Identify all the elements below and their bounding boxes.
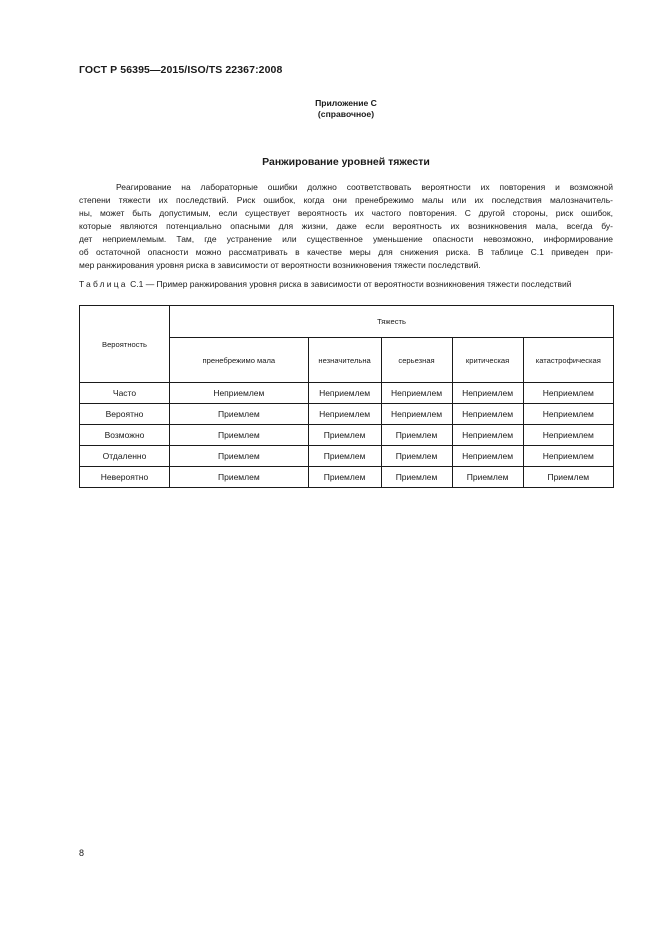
- risk-cell: Неприемлем: [308, 404, 381, 425]
- risk-cell: Приемлем: [170, 425, 309, 446]
- severity-level-header: пренебрежимо мала: [170, 338, 309, 383]
- risk-cell: Приемлем: [523, 467, 613, 488]
- risk-cell: Неприемлем: [523, 425, 613, 446]
- risk-cell: Приемлем: [381, 467, 452, 488]
- risk-cell: Приемлем: [170, 404, 309, 425]
- page-number: 8: [79, 848, 85, 858]
- risk-cell: Неприемлем: [452, 446, 523, 467]
- table-row: [80, 383, 614, 404]
- risk-cell: Приемлем: [381, 425, 452, 446]
- probability-header: Вероятность: [80, 306, 170, 383]
- severity-level-header: серьезная: [381, 338, 452, 383]
- paragraph-line: Реагирование на лабораторные ошибки должно соответствовать вероятности их повторения и возможной: [116, 182, 613, 192]
- paragraph-line: степени тяжести их последствий. Риск ошибок, когда они пренебрежимо малы или их последствия малозначитель-: [79, 195, 613, 206]
- body-paragraph: [79, 181, 613, 272]
- risk-cell: Неприемлем: [170, 383, 309, 404]
- table-row: [80, 467, 614, 488]
- risk-cell: Неприемлем: [452, 383, 523, 404]
- paragraph-line: дет неприемлемым. Там, где устранение или существенное уменьшение опасности невозможно, информирование: [79, 234, 613, 245]
- paragraph-line: которые являются потенциально опасными для жизни, даже если вероятность их возникновения мала, всегда бу-: [79, 221, 613, 232]
- risk-cell: Неприемлем: [452, 425, 523, 446]
- annex-title: Приложение С: [315, 98, 377, 108]
- probability-cell: Возможно: [80, 425, 170, 446]
- severity-level-header: катастрофическая: [523, 338, 613, 383]
- annex-note: (справочное): [317, 109, 375, 119]
- risk-cell: Неприемлем: [381, 383, 452, 404]
- risk-cell: Приемлем: [308, 425, 381, 446]
- table-row: [80, 425, 614, 446]
- severity-header: Тяжесть: [170, 306, 614, 338]
- table-row: [80, 446, 614, 467]
- table-caption-label: Таблица: [79, 279, 128, 289]
- table-caption: [79, 279, 613, 290]
- severity-level-header: незначительна: [308, 338, 381, 383]
- risk-cell: Неприемлем: [381, 404, 452, 425]
- risk-cell: Приемлем: [381, 446, 452, 467]
- probability-cell: Вероятно: [80, 404, 170, 425]
- probability-cell: Часто: [80, 383, 170, 404]
- risk-cell: Приемлем: [170, 446, 309, 467]
- severity-level-header: критическая: [452, 338, 523, 383]
- document-standard-header: ГОСТ Р 56395—2015/ISO/TS 22367:2008: [79, 64, 283, 76]
- risk-cell: Приемлем: [170, 467, 309, 488]
- risk-cell: Приемлем: [452, 467, 523, 488]
- risk-cell: Приемлем: [308, 467, 381, 488]
- table-caption-text: С.1 — Пример ранжирования уровня риска в зависимости от вероятности возникновения тяжести последствий: [130, 279, 572, 289]
- risk-cell: Неприемлем: [452, 404, 523, 425]
- annex-heading: [79, 98, 613, 120]
- paragraph-line: ны, может быть допустимым, если существует вероятность их частого повторения. С другой стороны, риск ошибок,: [79, 208, 613, 219]
- section-title: Ранжирование уровней тяжести: [262, 156, 430, 168]
- probability-cell: Невероятно: [80, 467, 170, 488]
- risk-cell: Неприемлем: [308, 383, 381, 404]
- paragraph-line: мер ранжирования уровня риска в зависимости от вероятности возникновения тяжести последствий.: [79, 260, 481, 271]
- risk-ranking-table: [79, 305, 614, 488]
- table-row: [80, 404, 614, 425]
- risk-cell: Неприемлем: [523, 383, 613, 404]
- risk-cell: Приемлем: [308, 446, 381, 467]
- paragraph-line: об остаточной опасности можно рассматривать в качестве меры для снижения риска. В таблице С.1 приведен при-: [79, 247, 613, 258]
- risk-cell: Неприемлем: [523, 404, 613, 425]
- probability-cell: Отдаленно: [80, 446, 170, 467]
- risk-cell: Неприемлем: [523, 446, 613, 467]
